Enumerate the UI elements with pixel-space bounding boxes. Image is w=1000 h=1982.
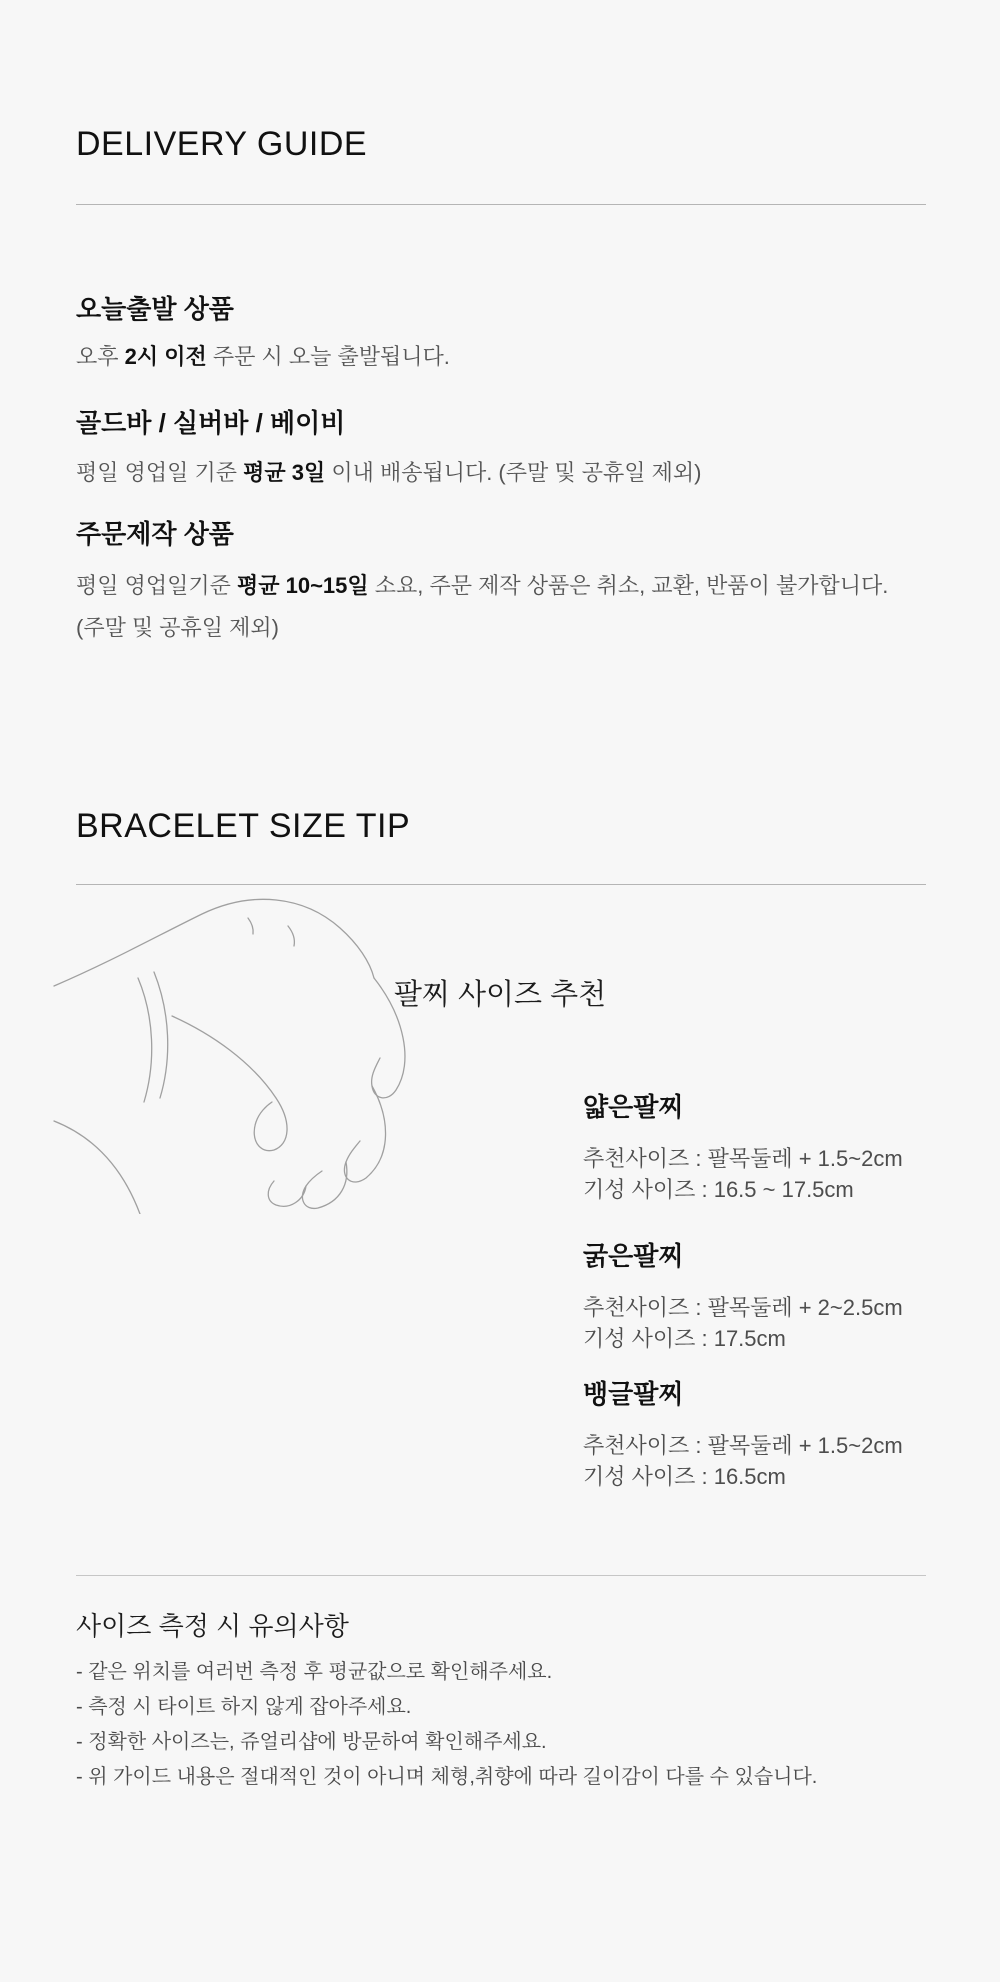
delivery-custom-title: 주문제작 상품: [76, 519, 234, 549]
text-segment: 오후: [76, 344, 125, 369]
delivery-today-desc: [76, 342, 450, 373]
size-item-ready: 기성 사이즈 : 17.5cm: [583, 1326, 786, 1352]
text-segment-bold: 평균 3일: [243, 460, 326, 485]
size-item-thin: [583, 1092, 903, 1205]
bracelet-size-tip-heading: BRACELET SIZE TIP: [76, 807, 411, 845]
size-item-recommend: 추천사이즈 : 팔목둘레 + 1.5~2cm: [583, 1433, 903, 1459]
notice-item: - 위 가이드 내용은 절대적인 것이 아니며 체형,취향에 따라 길이감이 다를 수 있습니다.: [76, 1766, 818, 1788]
text-segment-bold: 평균 10~15일: [237, 573, 369, 598]
measure-notice-heading: 사이즈 측정 시 유의사항: [76, 1611, 349, 1641]
text-segment: 주문 시 오늘 출발됩니다.: [206, 344, 450, 369]
delivery-bars-title: 골드바 / 실버바 / 베이비: [76, 408, 346, 438]
delivery-today-title: 오늘출발 상품: [76, 294, 234, 324]
hand-line-drawing-icon: [52, 866, 452, 1214]
size-item-bangle: [583, 1379, 903, 1492]
divider: [76, 1575, 926, 1576]
size-item-thick: [583, 1241, 903, 1354]
text-segment: 평일 영업일기준: [76, 573, 237, 598]
notice-item: - 측정 시 타이트 하지 않게 잡아주세요.: [76, 1696, 412, 1718]
text-segment: 평일 영업일 기준: [76, 460, 244, 485]
text-segment-bold: 2시 이전: [124, 344, 207, 369]
delivery-bars-desc: [76, 458, 701, 489]
text-segment: 소요, 주문 제작 상품은 취소, 교환, 반품이 불가합니다.: [368, 573, 889, 598]
delivery-guide-heading: DELIVERY GUIDE: [76, 125, 368, 163]
divider: [76, 204, 926, 205]
size-item-ready: 기성 사이즈 : 16.5 ~ 17.5cm: [583, 1177, 854, 1203]
size-item-ready: 기성 사이즈 : 16.5cm: [583, 1464, 786, 1490]
size-item-recommend: 추천사이즈 : 팔목둘레 + 1.5~2cm: [583, 1146, 903, 1172]
notice-item: - 정확한 사이즈는, 쥬얼리샵에 방문하여 확인해주세요.: [76, 1731, 547, 1753]
size-item-title: 뱅글팔찌: [583, 1379, 684, 1409]
size-item-title: 얇은팔찌: [583, 1092, 684, 1122]
bracelet-size-subtitle: 팔찌 사이즈 추천: [393, 979, 607, 1011]
notice-item: - 같은 위치를 여러번 측정 후 평균값으로 확인해주세요.: [76, 1661, 553, 1683]
delivery-custom-desc: [76, 571, 888, 602]
delivery-custom-desc-line2: (주말 및 공휴일 제외): [76, 615, 280, 640]
size-item-recommend: 추천사이즈 : 팔목둘레 + 2~2.5cm: [583, 1295, 903, 1321]
size-item-title: 굵은팔찌: [583, 1241, 684, 1271]
text-segment: 이내 배송됩니다. (주말 및 공휴일 제외): [325, 460, 702, 485]
